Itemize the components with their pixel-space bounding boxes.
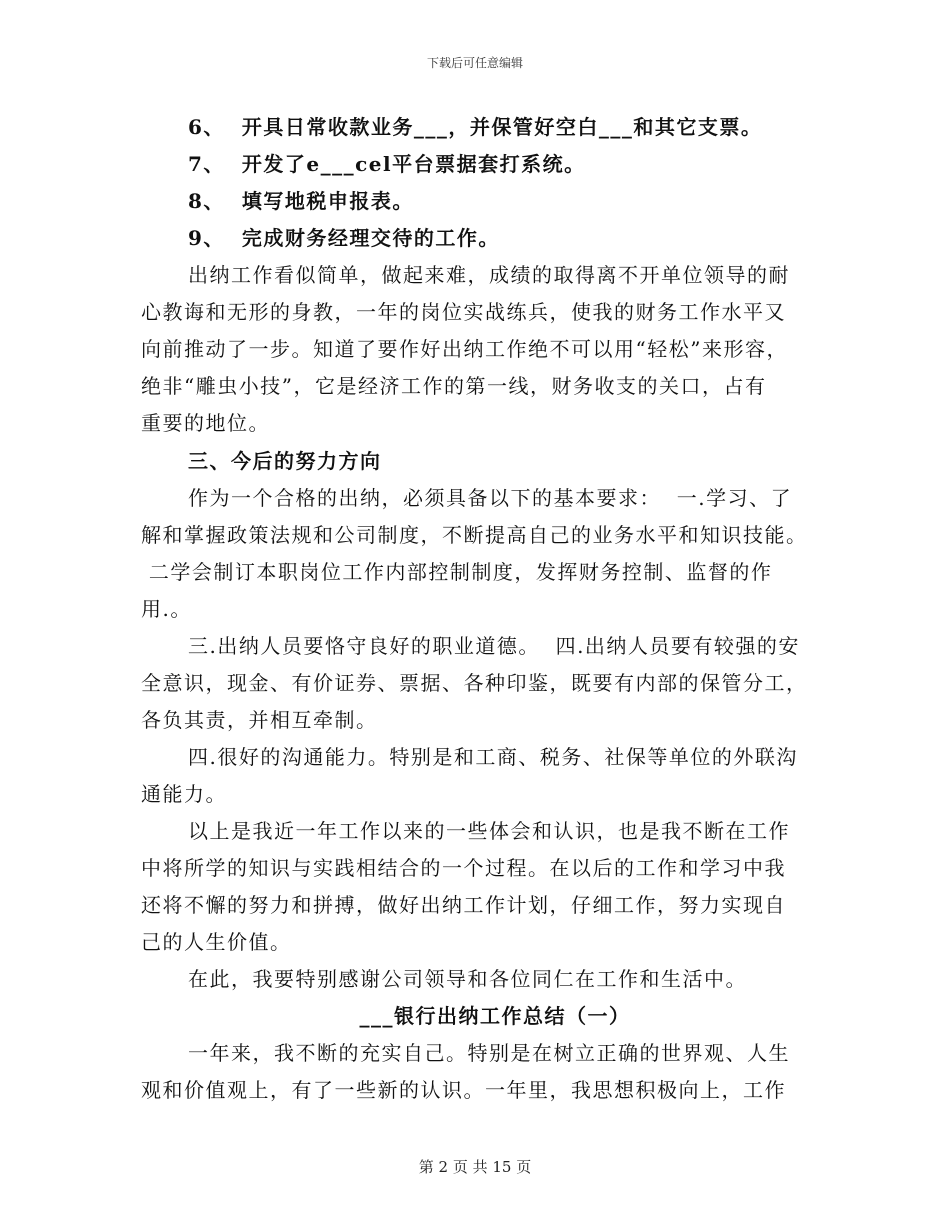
list-item-8: 8、 填写地税申报表。 [188,189,414,213]
list-item-7: 7、 开发了e___cel平台票据套打系统。 [188,152,586,176]
list-item-6: 6、 开具日常收款业务___，并保管好空白___和其它支票。 [188,115,763,139]
paragraph-line: 以上是我近一年工作以来的一些体会和认识，也是我不断在工作 [188,819,790,843]
paragraph-line: 二学会制订本职岗位工作内部控制制度，发挥财务控制、监督的作 [141,560,773,584]
paragraph-line: 还将不懈的努力和拼搏，做好出纳工作计划，仔细工作，努力实现自 [141,893,786,917]
paragraph-line: 三.出纳人员要恪守良好的职业道德。 四.出纳人员要有较强的安 [188,634,800,658]
page-header: 下载后可任意编辑 [426,56,523,70]
list-item-9: 9、 完成财务经理交待的工作。 [188,226,500,250]
paragraph-line: 在此，我要特别感谢公司领导和各位同仁在工作和生活中。 [188,967,747,991]
paragraph-line: 用.。 [141,597,192,621]
paragraph-line: 向前推动了一步。知道了要作好出纳工作绝不可以用“轻松”来形容， [141,337,788,361]
paragraph-line: 观和价值观上，有了一些新的认识。一年里，我思想积极向上，工作 [141,1078,786,1102]
page-footer: 第 2 页 共 15 页 [418,1158,532,1176]
paragraph-line: 全意识，现金、有价证券、票据、各种印鉴，既要有内部的保管分工， [141,671,808,695]
paragraph-line: 作为一个合格的出纳，必须具备以下的基本要求： 一.学习、了 [188,486,793,510]
document-title: ___银行出纳工作总结（一） [359,1004,631,1028]
paragraph-line: 绝非“雕虫小技”，它是经济工作的第一线，财务收支的关口，占有 [141,374,767,398]
paragraph-line: 重要的地位。 [141,411,270,435]
section-heading: 三、今后的努力方向 [188,449,382,473]
paragraph-line: 解和掌握政策法规和公司制度，不断提高自己的业务水平和知识技能。 [141,523,808,547]
paragraph-line: 各负其责，并相互牵制。 [141,708,378,732]
paragraph-line: 一年来，我不断的充实自己。特别是在树立正确的世界观、人生 [188,1041,790,1065]
paragraph-line: 四.很好的沟通能力。特别是和工商、税务、社保等单位的外联沟 [188,745,798,769]
paragraph-line: 通能力。 [141,782,227,806]
paragraph-line: 中将所学的知识与实践相结合的一个过程。在以后的工作和学习中我 [141,856,786,880]
paragraph-line: 己的人生价值。 [141,930,292,954]
paragraph-line: 出纳工作看似简单，做起来难，成绩的取得离不开单位领导的耐 [188,263,790,287]
paragraph-line: 心教诲和无形的身教，一年的岗位实战练兵，使我的财务工作水平又 [141,300,786,324]
